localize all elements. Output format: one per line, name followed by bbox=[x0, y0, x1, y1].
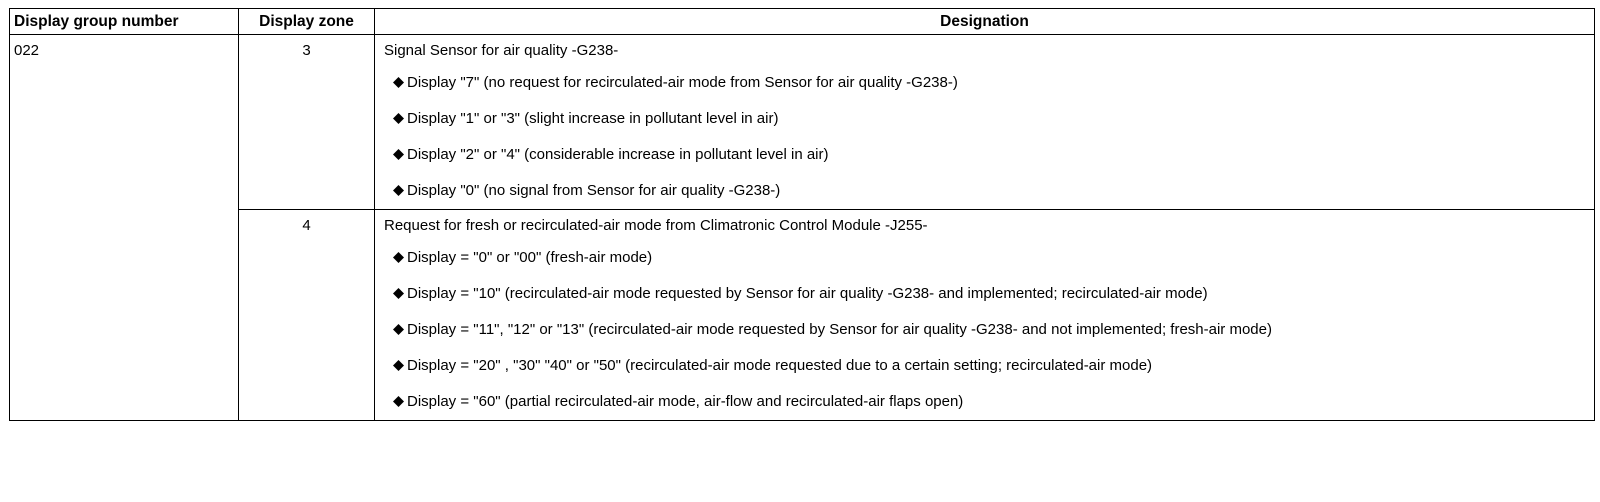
list-item-text: Display = "20" , "30" "40" or "50" (recirculated-air mode requested due to a certain setting; recirculated-air mode) bbox=[407, 357, 1153, 374]
list-item-text: Display "7" (no request for recirculated-air mode from Sensor for air quality -G238-) bbox=[407, 74, 958, 91]
list-item-text: Display = "0" or "00" (fresh-air mode) bbox=[407, 249, 653, 266]
list-item-text: Display "1" or "3" (slight increase in pollutant level in air) bbox=[407, 110, 779, 127]
diamond-bullet-icon bbox=[393, 77, 404, 88]
header-display-group-number: Display group number bbox=[10, 9, 239, 35]
diamond-bullet-icon bbox=[393, 324, 404, 335]
list-item-text: Display = "10" (recirculated-air mode requested by Sensor for air quality -G238- and implemented; recirculated-air mode) bbox=[407, 285, 1208, 302]
table-row bbox=[10, 210, 1595, 421]
table-row bbox=[10, 35, 1595, 210]
list-item bbox=[384, 182, 1594, 199]
diamond-bullet-icon bbox=[393, 396, 404, 407]
list-item-text: Display "2" or "4" (considerable increase in pollutant level in air) bbox=[407, 146, 829, 163]
list-item bbox=[384, 249, 1594, 266]
designation-title: Request for fresh or recirculated-air mode from Climatronic Control Module -J255- bbox=[384, 217, 928, 234]
diamond-bullet-icon bbox=[393, 149, 404, 160]
designation-title: Signal Sensor for air quality -G238- bbox=[384, 42, 619, 59]
list-item bbox=[384, 146, 1594, 163]
header-display-zone: Display zone bbox=[239, 9, 375, 35]
header-designation: Designation bbox=[375, 9, 1595, 35]
diamond-bullet-icon bbox=[393, 113, 404, 124]
diamond-bullet-icon bbox=[393, 360, 404, 371]
designation-cell bbox=[375, 210, 1595, 421]
list-item-text: Display = "60" (partial recirculated-air mode, air-flow and recirculated-air flaps open) bbox=[407, 393, 964, 410]
list-item bbox=[384, 110, 1594, 127]
display-group-number-cell: 022 bbox=[10, 35, 239, 421]
list-item bbox=[384, 393, 1594, 410]
diamond-bullet-icon bbox=[393, 288, 404, 299]
list-item-text: Display = "11", "12" or "13" (recirculated-air mode requested by Sensor for air quality -G238- and not implemented; fresh-air mode) bbox=[407, 321, 1272, 338]
display-zone-cell: 4 bbox=[239, 210, 375, 421]
list-item bbox=[384, 321, 1594, 338]
list-item bbox=[384, 357, 1594, 374]
display-zone-cell: 3 bbox=[239, 35, 375, 210]
diamond-bullet-icon bbox=[393, 252, 404, 263]
designation-cell bbox=[375, 35, 1595, 210]
header-row bbox=[10, 9, 1595, 35]
diamond-bullet-icon bbox=[393, 185, 404, 196]
list-item bbox=[384, 285, 1594, 302]
list-item-text: Display "0" (no signal from Sensor for air quality -G238-) bbox=[407, 182, 781, 199]
designation-list bbox=[384, 74, 1594, 199]
display-groups-table bbox=[9, 8, 1595, 421]
list-item bbox=[384, 74, 1594, 91]
designation-list bbox=[384, 249, 1594, 410]
